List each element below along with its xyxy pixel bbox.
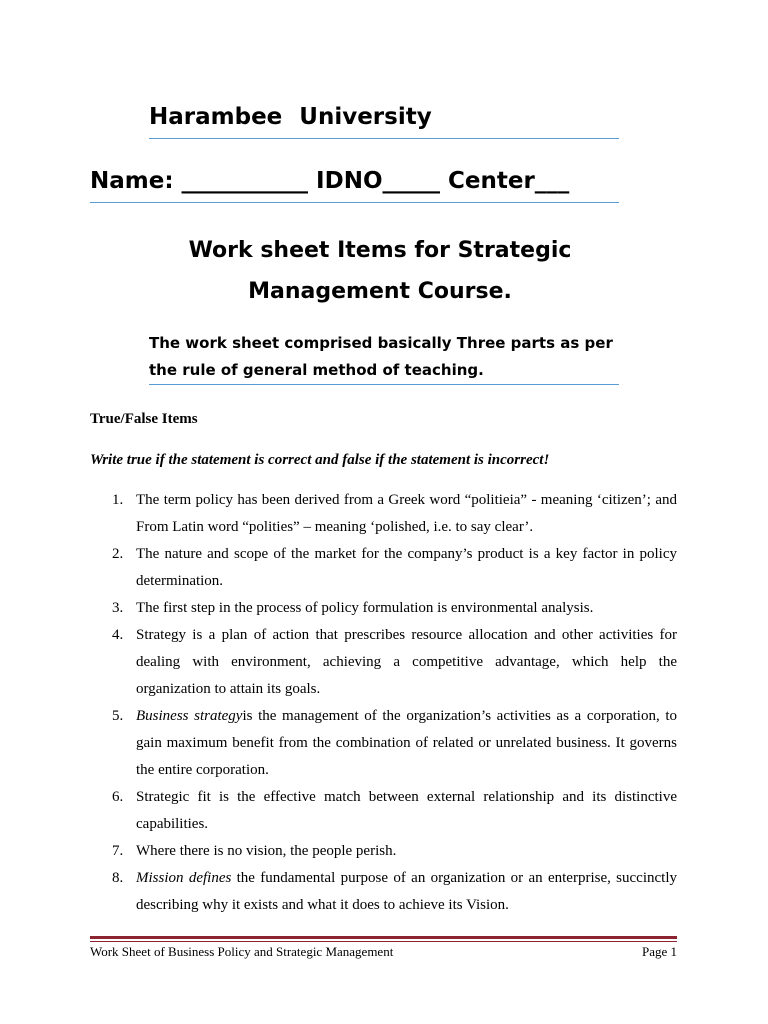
heading-divider <box>149 138 619 139</box>
footer-rule-thin <box>90 941 677 942</box>
item-text: is the management of the organization’s activities as a corporation, to gain maximum benefit from the combination of related or unrelated business. It governs the entire corporation. <box>136 708 677 778</box>
item-number: 7. <box>112 843 124 859</box>
footer-rule-thick <box>90 936 677 939</box>
item-number: 6. <box>112 789 124 805</box>
item-text: The term policy has been derived from a Greek word “politieia” - meaning ‘citizen’; and From Latin word “polities” – meaning ‘polished, i.e. to say clear’. <box>136 492 677 535</box>
item-text: Strategic fit is the effective match between external relationship and its distinctive capabilities. <box>136 789 677 832</box>
list-item <box>90 622 677 703</box>
list-item <box>90 865 677 919</box>
item-lead: Mission defines <box>136 870 232 886</box>
list-item <box>90 703 677 784</box>
item-text: Strategy is a plan of action that prescribes resource allocation and other activities for dealing with environment, achieving a competitive advantage, which help the organization to attain its goals. <box>136 627 677 697</box>
item-text: The first step in the process of policy formulation is environmental analysis. <box>136 600 594 616</box>
item-lead: Business strategy <box>136 708 243 724</box>
item-number: 5. <box>112 708 124 724</box>
item-text: The nature and scope of the market for the company’s product is a key factor in policy determination. <box>136 546 677 589</box>
item-number: 1. <box>112 492 124 508</box>
title-line-2: Management Course. <box>248 279 512 304</box>
title-line-1: Work sheet Items for Strategic <box>188 238 572 263</box>
item-text: Where there is no vision, the people perish. <box>136 843 397 859</box>
section-heading: True/False Items <box>90 411 198 427</box>
list-item <box>90 541 677 595</box>
student-info-line: Name: ___________ IDNO_____ Center___ <box>90 168 570 194</box>
intro-paragraph <box>149 330 639 384</box>
item-text: the fundamental purpose of an organization or an enterprise, succinctly describing why it exists and what it does to achieve its Vision. <box>136 870 677 913</box>
info-divider <box>90 202 619 203</box>
intro-line-1: The work sheet comprised basically Three parts as per <box>149 334 613 352</box>
list-item <box>90 595 677 622</box>
section-instruction: Write true if the statement is correct and false if the statement is incorrect! <box>90 452 550 468</box>
item-number: 4. <box>112 627 124 643</box>
intro-divider <box>149 384 619 385</box>
list-item <box>90 784 677 838</box>
true-false-list <box>90 487 677 919</box>
worksheet-title <box>90 230 670 312</box>
page-number: Page 1 <box>641 944 677 959</box>
item-number: 3. <box>112 600 124 616</box>
item-number: 8. <box>112 870 124 886</box>
item-number: 2. <box>112 546 124 562</box>
list-item <box>90 838 677 865</box>
list-item <box>90 487 677 541</box>
intro-line-2: the rule of general method of teaching. <box>149 361 484 379</box>
university-name: Harambee University <box>149 104 432 130</box>
footer-title: Work Sheet of Business Policy and Strategic Management <box>90 944 394 959</box>
